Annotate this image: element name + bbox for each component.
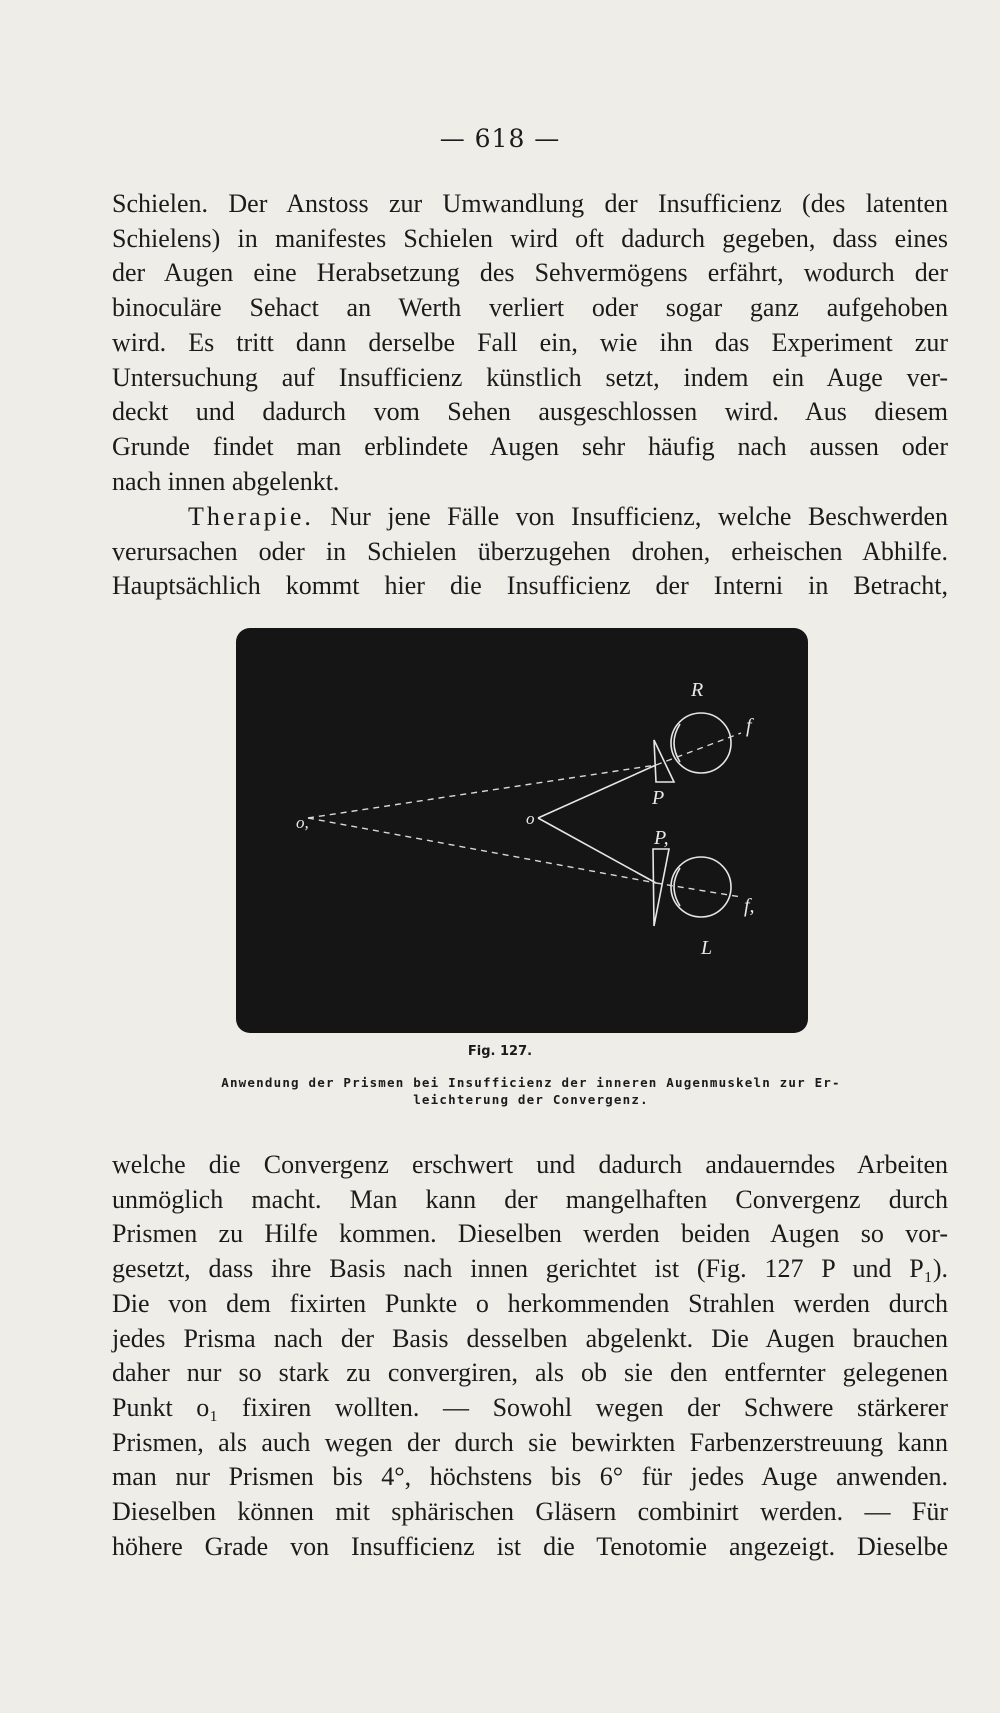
caption-line: Anwendung der Prismen bei Insufficienz der inneren Augenmuskeln zur Er- bbox=[221, 1075, 841, 1090]
visual-axis-upper bbox=[656, 733, 741, 765]
figure-caption bbox=[146, 1074, 916, 1108]
label-P1: P, bbox=[654, 827, 669, 849]
ray-o-to-P1 bbox=[538, 818, 656, 883]
text-line: welche die Convergenz erschwert und dadurch andauerndes Arbeiten bbox=[112, 1150, 948, 1179]
label-R: R bbox=[691, 679, 704, 701]
label-o: o bbox=[526, 809, 535, 828]
text-line: Schielen. Der Anstoss zur Umwandlung der Insufficienz (des latenten bbox=[112, 189, 948, 218]
text-line: Schielens) in manifestes Schielen wird oft dadurch gegeben, dass eines bbox=[112, 223, 948, 253]
page-number: — 618 — bbox=[439, 124, 561, 153]
text-line: Prismen zu Hilfe kommen. Dieselben werden beiden Augen so vor- bbox=[112, 1219, 948, 1249]
text-line: nach innen abgelenkt. bbox=[112, 466, 340, 496]
text-line: wird. Es tritt dann derselbe Fall ein, wie ihn das Experiment zur bbox=[112, 327, 948, 357]
ray-o-to-P bbox=[538, 765, 656, 818]
text-line: der Augen eine Herabsetzung des Sehvermögens erfährt, wodurch der bbox=[112, 258, 948, 288]
text-line: Untersuchung auf Insufficienz künstlich setzt, indem ein Auge ver- bbox=[112, 362, 948, 392]
label-P: P bbox=[652, 787, 665, 809]
prism-diagram bbox=[236, 628, 808, 1033]
section-heading-therapie: Therapie. bbox=[188, 502, 314, 531]
text-line: Die von dem fixirten Punkte o herkommenden Strahlen werden durch bbox=[112, 1288, 948, 1318]
prism-P1 bbox=[653, 849, 669, 926]
text-line bbox=[112, 500, 948, 535]
paragraph-2 bbox=[112, 500, 948, 604]
text-line: jedes Prisma nach der Basis desselben abgelenkt. Die Augen brauchen bbox=[112, 1323, 948, 1353]
text-line: deckt und dadurch vom Sehen ausgeschlossen wird. Aus diesem bbox=[112, 397, 948, 427]
text-line: höhere Grade von Insufficienz ist die Tenotomie angezeigt. Dieselbe bbox=[112, 1531, 948, 1561]
text-line: Prismen, als auch wegen der durch sie bewirkten Farbenzerstreuung kann bbox=[112, 1427, 948, 1457]
text-line: Grunde findet man erblindete Augen sehr häufig nach aussen oder bbox=[112, 431, 948, 461]
right-eye-circle bbox=[671, 713, 731, 773]
text-line: man nur Prismen bis 4°, höchstens bis 6° für jedes Auge anwenden. bbox=[112, 1462, 948, 1492]
visual-axis-lower bbox=[656, 883, 741, 897]
figure-number: Fig. 127. bbox=[467, 1044, 533, 1059]
text-line: Hauptsächlich kommt hier die Insufficienz der Interni in Betracht, bbox=[112, 571, 948, 601]
text-line: binoculäre Sehact an Werth verliert oder sogar ganz aufgehoben bbox=[112, 293, 948, 323]
text-line: Punkt o₁ fixiren wollten. — Sowohl wegen der Schwere stärkerer bbox=[112, 1392, 948, 1422]
label-o1: o, bbox=[296, 813, 309, 832]
caption-line: leichterung der Convergenz. bbox=[413, 1092, 649, 1107]
paragraph-3 bbox=[112, 1148, 948, 1564]
paragraph-1 bbox=[112, 187, 948, 499]
label-L: L bbox=[701, 937, 713, 959]
figure-127-diagram bbox=[236, 628, 808, 1033]
text-line: unmöglich macht. Man kann der mangelhaften Convergenz durch bbox=[112, 1184, 948, 1214]
text-line-rest: Nur jene Fälle von Insufficienz, welche Beschwerden bbox=[330, 502, 949, 531]
label-f: f bbox=[746, 715, 752, 737]
text-line: daher nur so stark zu convergiren, als ob sie den entfernter gelegenen bbox=[112, 1358, 948, 1388]
text-line: verursachen oder in Schielen überzugehen drohen, erheischen Abhilfe. bbox=[112, 536, 948, 566]
dashed-ray-o1-lower bbox=[308, 818, 656, 883]
dashed-ray-o1-upper bbox=[308, 765, 656, 818]
text-line: Dieselben können mit sphärischen Gläsern combinirt werden. — Für bbox=[112, 1497, 948, 1527]
text-line: gesetzt, dass ihre Basis nach innen gerichtet ist (Fig. 127 P und P₁). bbox=[112, 1254, 948, 1284]
label-f1: f, bbox=[744, 895, 755, 917]
